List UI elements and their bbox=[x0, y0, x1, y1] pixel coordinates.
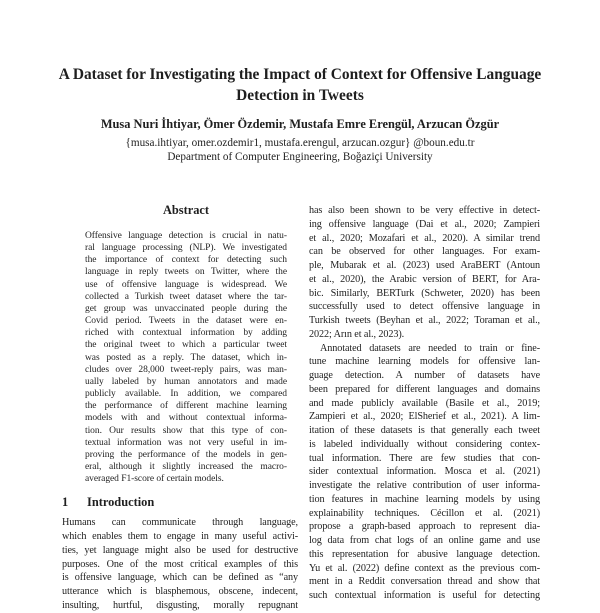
abstract-heading: Abstract bbox=[162, 203, 210, 217]
text-line: proving the performance of the models in gen- bbox=[85, 449, 287, 460]
text-line: the original tweet to which a particular tweet bbox=[85, 340, 287, 351]
section-number: 1 bbox=[62, 495, 69, 510]
text-line: can be observed for other languages. For exam- bbox=[309, 246, 540, 258]
text-line: ually labeled by human annotators and made bbox=[85, 376, 287, 387]
text-line: is labeled individually without considering contex- bbox=[309, 438, 540, 450]
text-line: Yu et al. (2022) define context as the previous com- bbox=[309, 562, 540, 574]
left-column bbox=[62, 203, 298, 613]
text-line: bic. Similarly, BERTurk (Schweter, 2020) has been bbox=[309, 287, 540, 299]
text-line: sider contextual information. Mosca et al. (2021) bbox=[309, 466, 540, 478]
paper-title bbox=[0, 64, 600, 106]
text-line: textual information was not very useful in im- bbox=[85, 437, 287, 448]
abstract-body bbox=[85, 230, 287, 485]
text-line: been prepared for different languages and domains bbox=[309, 383, 540, 395]
text-line: explainability techniques. Cécillon et al. (2021) bbox=[309, 507, 540, 519]
text-line: is offensive language, which can be defined as “any bbox=[62, 572, 298, 584]
authors-line: Musa Nuri İhtiyar, Ömer Özdemir, Mustafa Emre Erengül, Arzucan Özgür bbox=[100, 117, 500, 131]
text-line: tune machine learning models for offensive lan- bbox=[309, 356, 540, 368]
text-line: models with and without contextual informa- bbox=[85, 413, 287, 424]
section-heading-introduction bbox=[62, 495, 298, 510]
text-line: eral, although it slightly increased the macro- bbox=[85, 461, 287, 472]
text-line: get group was unvaccinated people during the bbox=[85, 303, 287, 314]
affiliation-line: Department of Computer Engineering, Boğaziçi University bbox=[167, 151, 433, 163]
paragraph bbox=[309, 342, 540, 603]
text-line: such contextual information is useful for detecting bbox=[309, 590, 540, 601]
text-line: Humans can communicate through language, bbox=[62, 517, 298, 529]
text-line: ple, Mubarak et al. (2023) used AraBERT (Antoun bbox=[309, 260, 540, 271]
text-line: the performance of different machine learning bbox=[85, 401, 287, 412]
text-line: riched with contextual information by adding bbox=[85, 328, 287, 339]
text-line: use of offensive language is widespread. We bbox=[85, 279, 287, 290]
text-line: itation of these datasets is that generally each tweet bbox=[309, 425, 540, 436]
text-line: the importance of context for detecting such bbox=[85, 255, 287, 266]
text-line: cludes over 28,000 tweet-reply pairs, was man- bbox=[85, 364, 287, 375]
paragraph bbox=[62, 516, 298, 612]
paragraph bbox=[85, 230, 287, 485]
text-line: utterance which is blasphemous, obscene, indecent, bbox=[62, 586, 298, 598]
abstract-section bbox=[85, 203, 287, 485]
text-line: Annotated datasets are needed to train or fine- bbox=[320, 342, 540, 354]
emails-line: {musa.ihtiyar, omer.ozdemir1, mustafa.erengul, arzucan.ozgur} @boun.edu.tr bbox=[125, 137, 475, 149]
text-line: log data from chat logs of an online game and use bbox=[309, 535, 540, 546]
text-line: ment in a Reddit conversation thread and show that bbox=[309, 576, 540, 588]
text-line: Turkish tweets (Beyhan et al., 2022; Toraman et al., bbox=[309, 315, 540, 326]
text-line: insulting, hurtful, disgusting, morally repugnant bbox=[62, 599, 298, 611]
text-line: propose a graph-based approach to represent dia- bbox=[309, 521, 540, 533]
text-line: publicly available. In addition, we compared bbox=[85, 389, 287, 400]
section-title: Introduction bbox=[87, 495, 155, 510]
text-line: 2022; Arın et al., 2023). bbox=[309, 328, 405, 340]
text-line: guage detection. A number of datasets have bbox=[309, 370, 540, 381]
text-line: successfully used to detect offensive language in bbox=[309, 301, 540, 313]
text-line: which enables them to engage in many useful activi- bbox=[62, 531, 298, 543]
text-line: tual information. There are few studies that con- bbox=[309, 452, 540, 464]
text-line: this representation for abusive language detection. bbox=[309, 548, 540, 560]
text-line: investigate the relative contribution of user informa- bbox=[309, 480, 540, 491]
text-line: tion features in machine learning models by using bbox=[309, 493, 540, 505]
text-line: ties, yet language might also be used for destructive bbox=[62, 544, 298, 556]
text-line: and made publicly available (Basile et al., 2019; bbox=[309, 397, 540, 409]
paragraph bbox=[309, 204, 540, 342]
text-line: Zampieri et al., 2020; ElSherief et al., 2021). A lim- bbox=[309, 411, 540, 423]
text-line: ral language processing (NLP). We investigated bbox=[85, 243, 287, 254]
text-line: Covid period. Tweets in the dataset were en- bbox=[85, 316, 287, 327]
text-line: tion. Our results show that this type of con- bbox=[85, 425, 287, 436]
introduction-body bbox=[62, 516, 298, 612]
text-line: was posted as a reply. The dataset, which in- bbox=[85, 352, 287, 363]
paper-title-line-1: A Dataset for Investigating the Impact of Context for Offensive Language bbox=[58, 66, 542, 83]
text-line: collected a Turkish tweet dataset where the tar- bbox=[85, 291, 287, 302]
text-line: purposes. One of the most critical examples of this bbox=[62, 558, 298, 570]
text-line: et al., 2020; Mozafari et al., 2020). A similar trend bbox=[309, 232, 540, 244]
text-line: averaged F1-score of certain models. bbox=[85, 474, 224, 485]
text-line: et al., 2020), the Arabic version of BERT, for Ara- bbox=[309, 273, 540, 285]
text-line: Offensive language detection is crucial in natu- bbox=[85, 231, 287, 241]
text-line: has also been shown to be very effective in detect- bbox=[309, 205, 540, 216]
paper-title-line-2: Detection in Tweets bbox=[236, 87, 364, 104]
text-line: language in reply tweets on Twitter, where the bbox=[85, 267, 287, 278]
text-line: ing offensive language (Dai et al., 2020; Zampieri bbox=[309, 218, 540, 230]
right-column bbox=[309, 204, 540, 603]
